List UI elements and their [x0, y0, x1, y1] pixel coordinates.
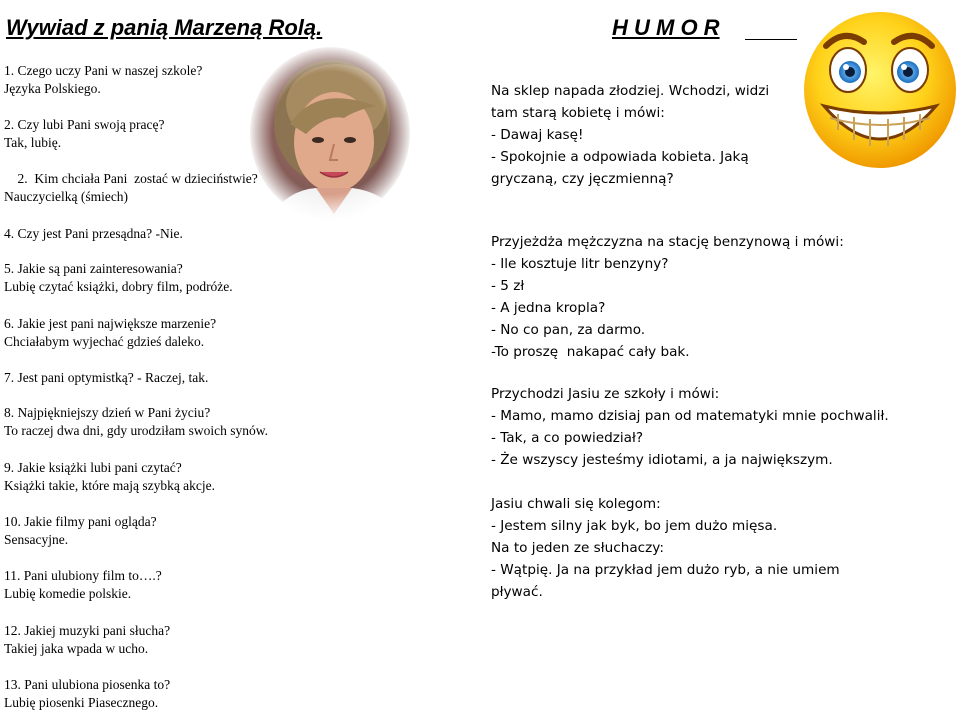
answer: Lubię komedie polskie. [4, 586, 132, 601]
interview-title: Wywiad z panią Marzeną Rolą. [6, 15, 323, 40]
qa-block-13 [4, 676, 344, 712]
question: 10. Jakie filmy pani ogląda? [4, 514, 157, 529]
joke-line: - Tak, a co powiedział? [491, 430, 644, 446]
joke-line: - A jedna kropla? [491, 300, 606, 316]
question: 6. Jakie jest pani największe marzenie? [4, 316, 217, 331]
joke-line: - Spokojnie a odpowiada kobieta. Jaką [491, 149, 749, 165]
joke-line: Jasiu chwali się kolegom: [491, 496, 661, 512]
joke-line: pływać. [491, 584, 543, 600]
qa-block-6 [4, 315, 344, 351]
question: 5. Jakie są pani zainteresowania? [4, 261, 183, 276]
qa-block-5 [4, 260, 344, 296]
question: 8. Najpiękniejszy dzień w Pani życiu? [4, 405, 211, 420]
qa-block-11 [4, 567, 344, 603]
joke-1 [491, 80, 769, 190]
joke-line: - Ile kosztuje litr benzyny? [491, 256, 669, 272]
question: 4. Czy jest Pani przesądna? -Nie. [4, 226, 183, 241]
answer: Języka Polskiego. [4, 81, 101, 96]
qa-block-10 [4, 513, 344, 549]
joke-line: - Że wszyscy jesteśmy idiotami, a ja największym. [491, 452, 833, 468]
question: 13. Pani ulubiona piosenka to? [4, 677, 171, 692]
joke-line: - Wątpię. Ja na przykład jem dużo ryb, a nie umiem [491, 562, 840, 578]
question: 2. Kim chciała Pani zostać w dzieciństwie? [4, 171, 258, 186]
joke-line: -To proszę nakapać cały bak. [491, 344, 690, 360]
joke-line: - Mamo, mamo dzisiaj pan od matematyki mnie pochwalił. [491, 408, 889, 424]
answer: Takiej jaka wpada w ucho. [4, 641, 149, 656]
question: 2. Czy lubi Pani swoją pracę? [4, 117, 165, 132]
answer: Lubię czytać książki, dobry film, podróże. [4, 279, 233, 294]
answer: Lubię piosenki Piasecznego. [4, 695, 159, 710]
joke-line: gryczaną, czy jęczmienną? [491, 171, 674, 187]
answer: Sensacyjne. [4, 532, 69, 547]
joke-line: - Jestem silny jak byk, bo jem dużo mięsa. [491, 518, 778, 534]
joke-line: - No co pan, za darmo. [491, 322, 646, 338]
answer: Chciałabym wyjechać gdzieś daleko. [4, 334, 205, 349]
joke-line: - Dawaj kasę! [491, 127, 584, 143]
joke-line: Na sklep napada złodziej. Wchodzi, widzi [491, 83, 770, 99]
answer: Tak, lubię. [4, 135, 62, 150]
answer: Nauczycielką (śmiech) [4, 189, 129, 204]
question: 7. Jest pani optymistką? - Raczej, tak. [4, 370, 209, 385]
question: 12. Jakiej muzyki pani słucha? [4, 623, 171, 638]
joke-3 [491, 383, 889, 471]
answer: Książki takie, które mają szybką akcje. [4, 478, 216, 493]
humor-title: H U M O R [612, 15, 720, 40]
joke-line: tam starą kobietę i mówi: [491, 105, 665, 121]
qa-block-9 [4, 459, 344, 495]
answer: To raczej dwa dni, gdy urodziłam swoich synów. [4, 423, 268, 438]
question: 11. Pani ulubiony film to….? [4, 568, 162, 583]
joke-4 [491, 493, 840, 603]
joke-2 [491, 231, 844, 363]
qa-block-7 [4, 369, 344, 387]
joke-line: Przyjeżdża mężczyzna na stację benzynową i mówi: [491, 234, 844, 250]
qa-block-12 [4, 622, 344, 658]
title-underline [745, 39, 797, 40]
joke-line: Przychodzi Jasiu ze szkoły i mówi: [491, 386, 720, 402]
qa-block-8 [4, 404, 344, 440]
qa-block-4 [4, 225, 344, 243]
joke-line: Na to jeden ze słuchaczy: [491, 540, 664, 556]
portrait-photo [246, 44, 414, 222]
smiley-face-icon [798, 2, 958, 172]
question: 1. Czego uczy Pani w naszej szkole? [4, 63, 203, 78]
question: 9. Jakie książki lubi pani czytać? [4, 460, 182, 475]
joke-line: - 5 zł [491, 278, 525, 294]
